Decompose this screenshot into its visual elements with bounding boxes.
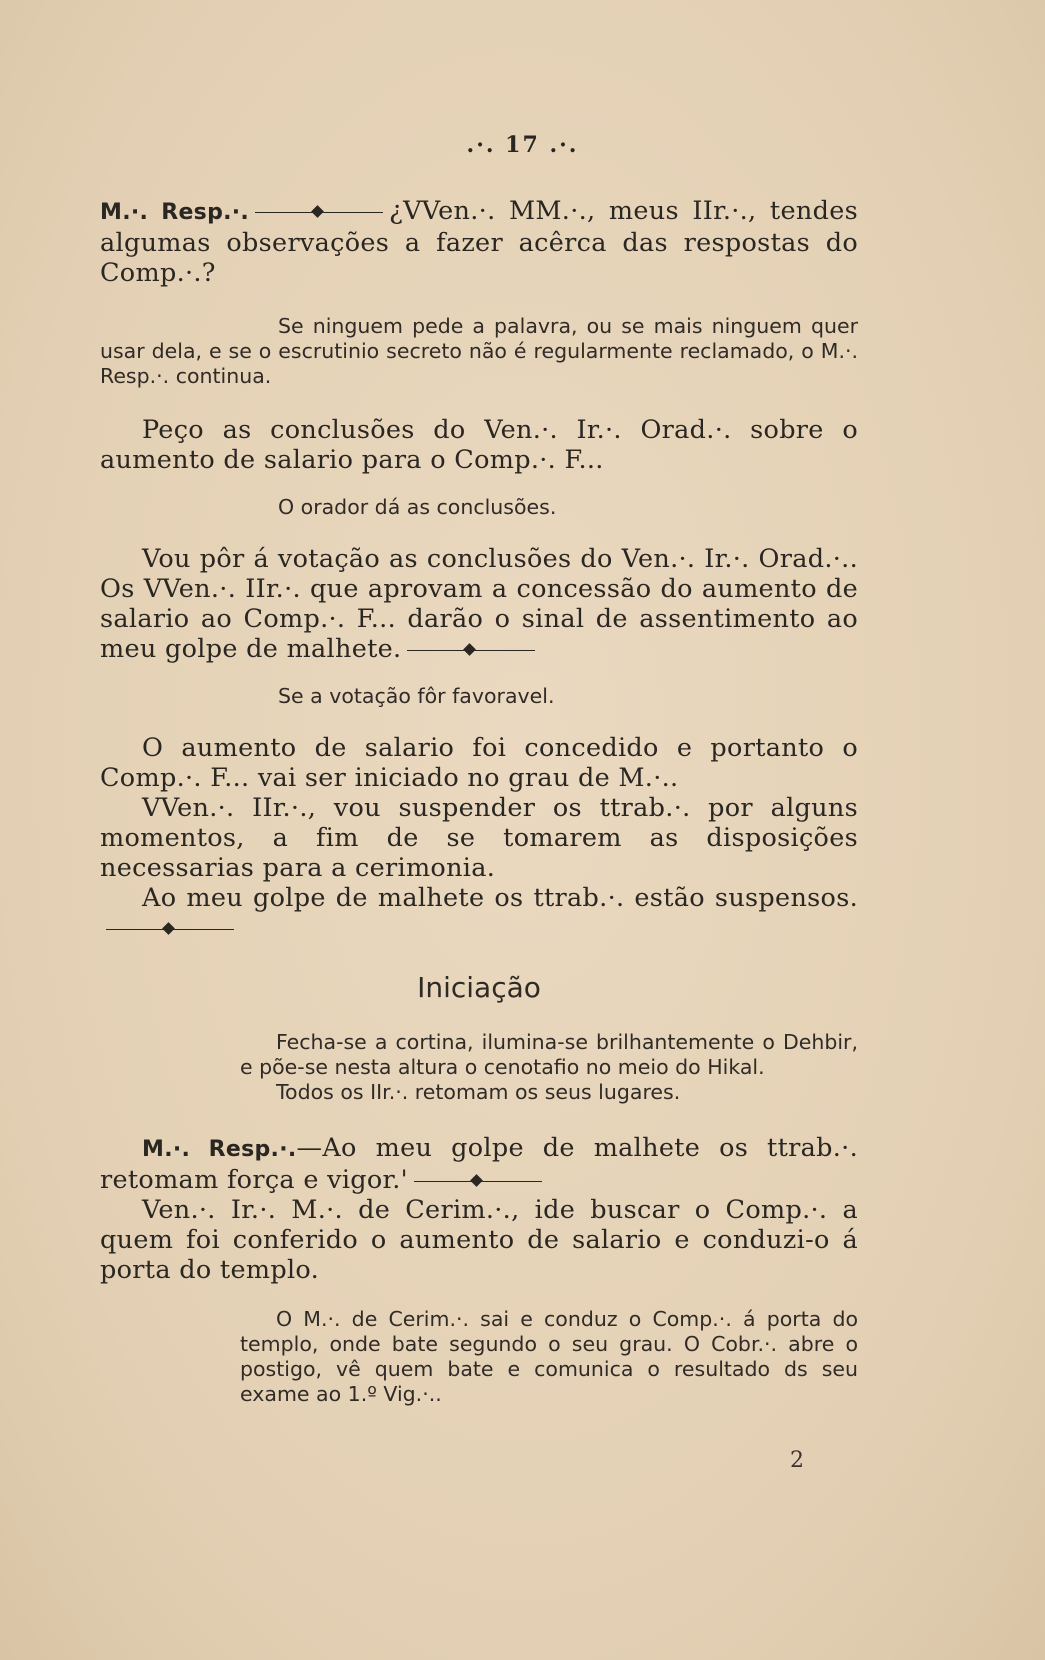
speaker-label: M.·. Resp.·.: [100, 200, 250, 225]
rubric-note: Todos os IIr.·. retomam os seus lugares.: [276, 1080, 681, 1104]
ornament-rule-divider: [407, 644, 535, 656]
page-text: [100, 196, 858, 1407]
paragraph-work-resumed: [100, 1133, 858, 1195]
rubric-note: O orador dá as conclusões.: [278, 495, 557, 519]
rubric-note: Fecha-se a cortina, ilumina-se brilhantemente o Dehbir, e põe-se nesta altura o cenotafio no meio do Hikal.: [240, 1030, 858, 1079]
rubric-note-block: [240, 1307, 858, 1407]
ornament-rule-divider: [255, 206, 383, 218]
signature-mark: 2: [790, 1448, 804, 1473]
paragraph-conclusions-request: Peço as conclusões do Ven.·. Ir.·. Orad.·. sobre o aumento de salario para o Comp.·. F...: [100, 415, 858, 475]
ornament-rule-divider: [414, 1175, 542, 1187]
rubric-note: Se ninguem pede a palavra, ou se mais ninguem quer usar dela, e se o escrutinio secreto não é regularmente reclamado, o M.·. Resp.·. continua.: [100, 314, 858, 388]
rubric-note-block: [240, 1030, 858, 1105]
paragraph-vote: [100, 544, 858, 664]
paragraph-work-suspended: [100, 883, 858, 943]
paragraph-salary-granted: O aumento de salario foi concedido e portanto o Comp.·. F... vai ser iniciado no grau de M.·..: [100, 733, 858, 793]
rubric-note: Se a votação fôr favoravel.: [278, 684, 555, 708]
paragraph-text: —Ao meu golpe de malhete os ttrab.·. retomam força e vigor.': [100, 1133, 858, 1195]
paragraph-text: ¿VVen.·. MM.·., meus IIr.·., tendes algumas observações a fazer acêrca das respostas do Comp.·.?: [100, 196, 858, 288]
paragraph-text: Ao meu golpe de malhete os ttrab.·. estão suspensos.: [142, 883, 858, 913]
page-folio: .·. 17 .·.: [466, 132, 579, 158]
paragraph-text: Vou pôr á votação as conclusões do Ven.·. Ir.·. Orad.·.. Os VVen.·. IIr.·. que aprovam a concessão do aumento de salario ao Comp.·. F... darão o sinal de assentimento ao meu golpe de malhete.: [100, 544, 858, 664]
ornament-rule-divider: [106, 923, 234, 935]
paragraph-resp-question: [100, 196, 858, 288]
rubric-note: O M.·. de Cerim.·. sai e conduz o Comp.·. á porta do templo, onde bate segundo o seu grau. O Cobr.·. abre o postigo, vê quem bate e comunica o resultado ds seu exame ao 1.º Vig.·..: [240, 1307, 858, 1406]
paragraph-suspend-work: VVen.·. IIr.·., vou suspender os ttrab.·. por alguns momentos, a fim de se tomarem as disposições necessarias para a cerimonia.: [100, 793, 858, 883]
section-heading: Iniciação: [417, 971, 541, 1004]
paragraph-fetch-companion: Ven.·. Ir.·. M.·. de Cerim.·., ide buscar o Comp.·. a quem foi conferido o aumento de salario e conduzi-o á porta do templo.: [100, 1195, 858, 1285]
speaker-label: M.·. Resp.·.: [142, 1137, 297, 1162]
